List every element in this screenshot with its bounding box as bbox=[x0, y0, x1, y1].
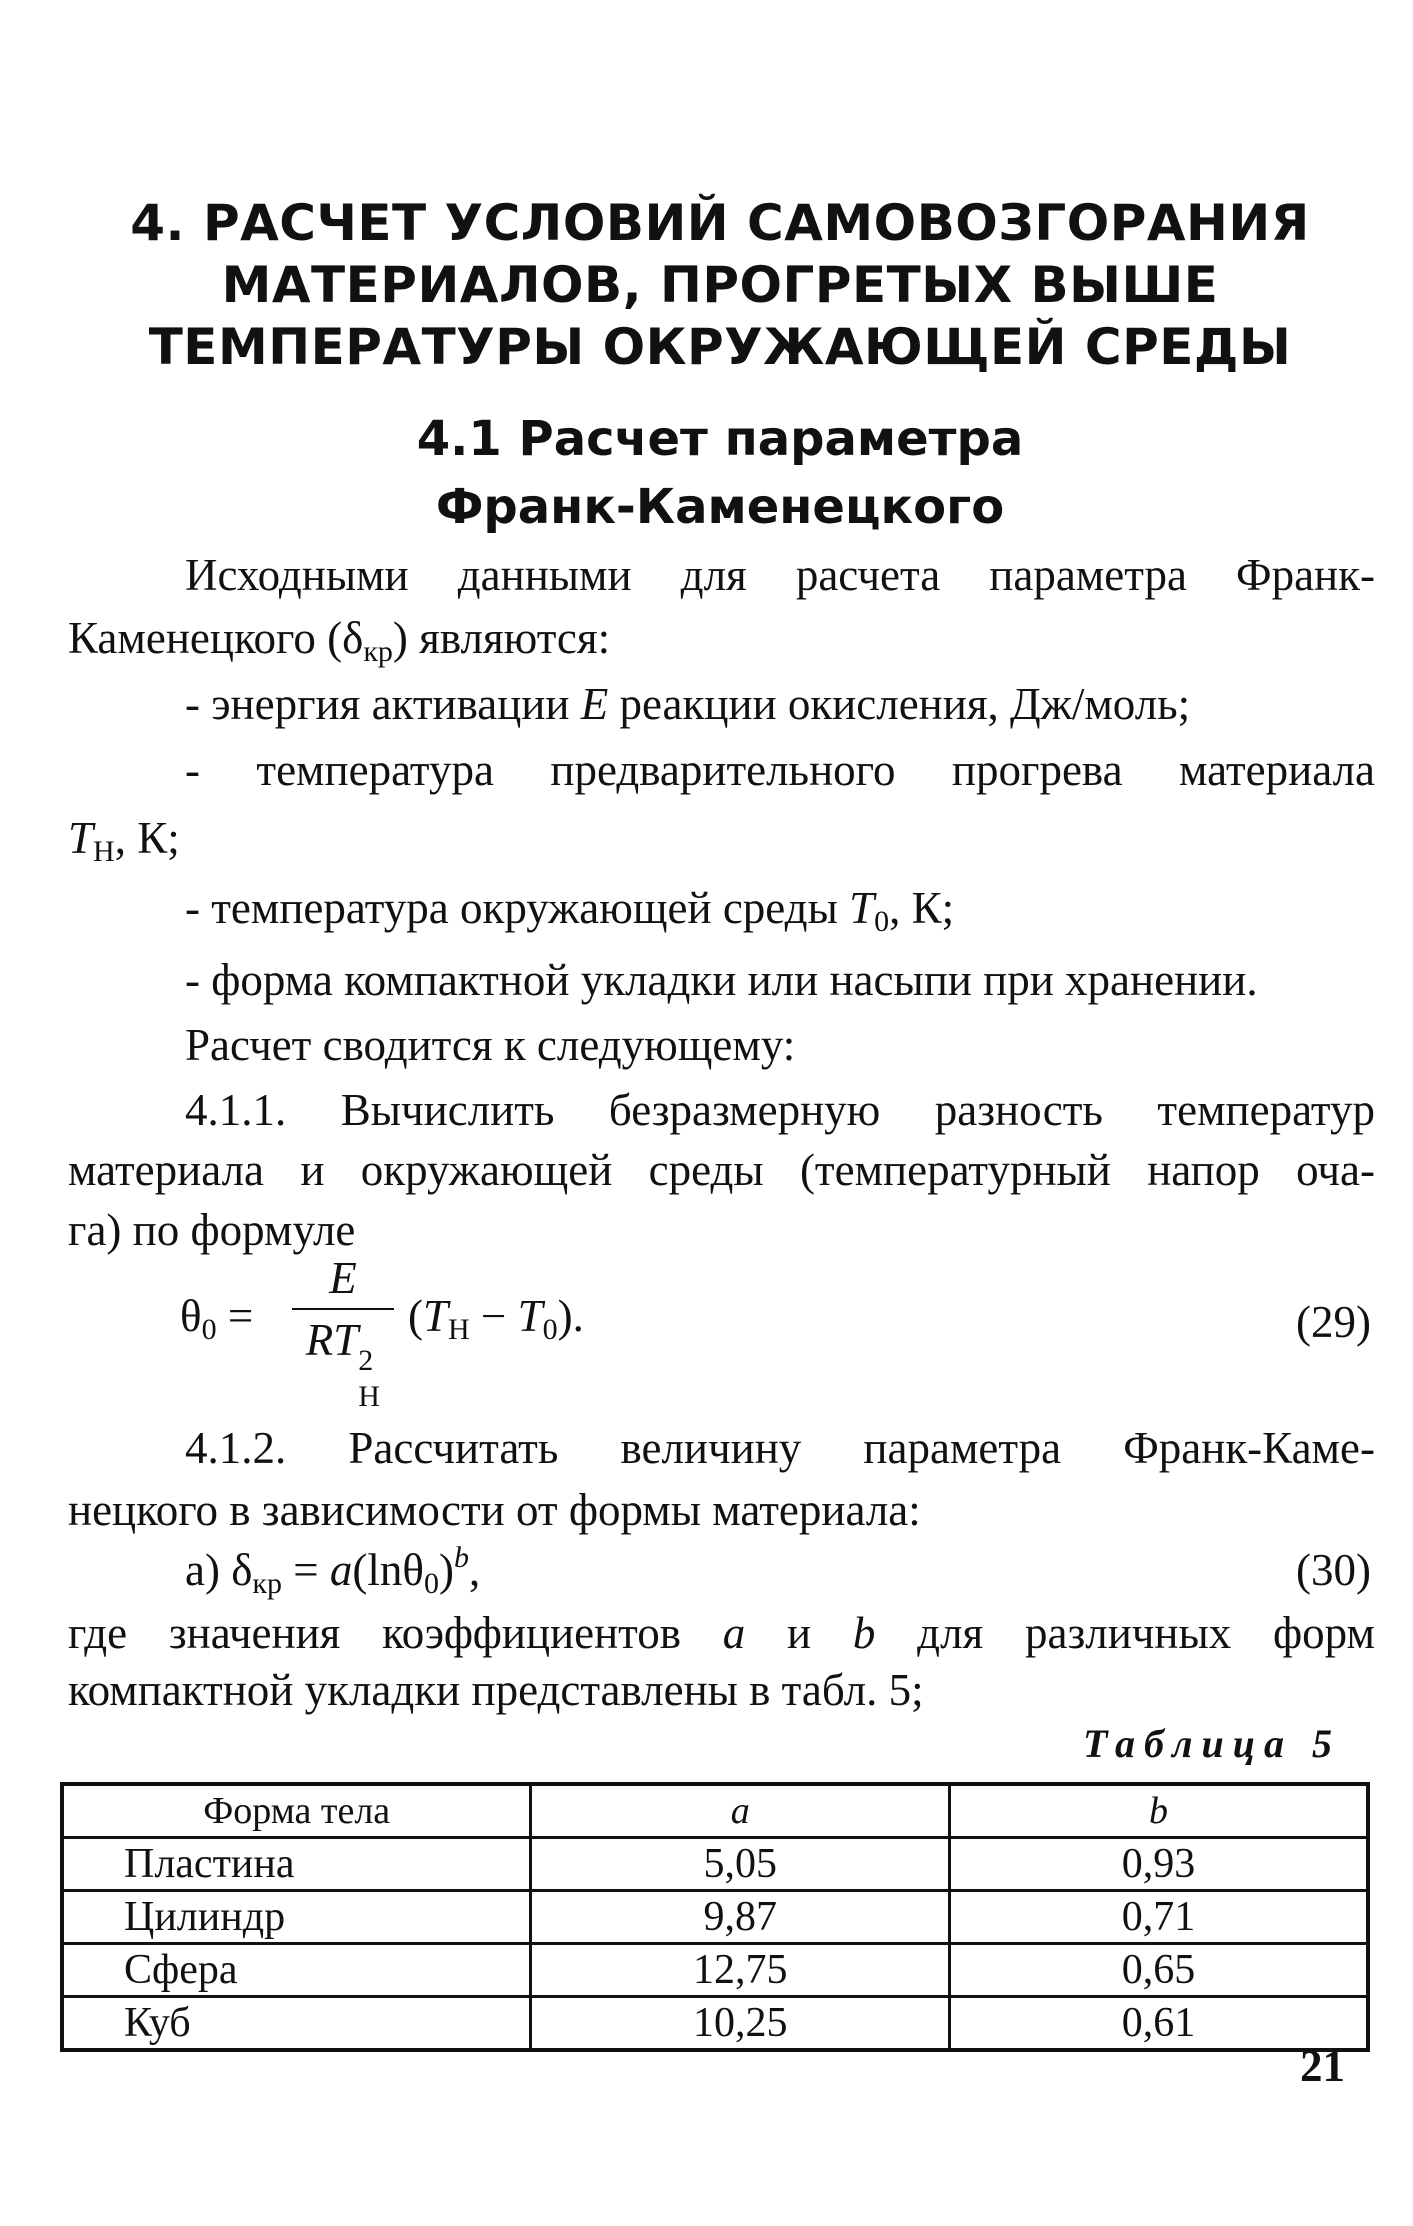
subscript-0: 0 bbox=[542, 1313, 558, 1346]
table-cell-b: 0,93 bbox=[950, 1838, 1368, 1891]
bullet-text: - температура окружающей среды bbox=[185, 883, 850, 933]
chapter-title-line: 4. РАСЧЕТ УСЛОВИЙ САМОВОЗГОРАНИЯ bbox=[130, 194, 1310, 252]
equation-number-30: (30) bbox=[1296, 1545, 1371, 1595]
variable-a: a bbox=[722, 1608, 746, 1658]
den-subscript: Н bbox=[358, 1380, 380, 1413]
table-header-a: a bbox=[531, 1784, 950, 1838]
intro-text: Каменецкого (δ bbox=[68, 613, 364, 663]
coefficients-table bbox=[60, 1782, 1370, 2052]
fraction-numerator: E bbox=[329, 1253, 357, 1303]
table-cell-b: 0,65 bbox=[950, 1944, 1368, 1997]
table-header-shape: Форма тела bbox=[62, 1784, 531, 1838]
table-cell-shape: Сфера bbox=[62, 1944, 531, 1997]
bullet-text: реакции окисления, Дж/моль; bbox=[608, 679, 1191, 729]
superscript-b: b bbox=[453, 1541, 469, 1574]
formula-text: а) δ bbox=[185, 1545, 253, 1595]
formula-text: (lnθ bbox=[352, 1545, 424, 1595]
intro-text: ) являются: bbox=[392, 613, 611, 663]
table-header-row bbox=[62, 1784, 1368, 1838]
where-line-2: компактной укладки представлены в табл. 5; bbox=[68, 1665, 924, 1715]
minus-sign: − bbox=[469, 1291, 518, 1341]
chapter-title-line: МАТЕРИАЛОВ, ПРОГРЕТЫХ ВЫШЕ bbox=[221, 256, 1219, 314]
intro-line-1: Исходными данными для расчета параметра Франк- bbox=[185, 550, 1375, 600]
paren: ( bbox=[408, 1291, 423, 1341]
table-cell-shape: Куб bbox=[62, 1997, 531, 2051]
where-text: где значения коэффициентов bbox=[68, 1608, 723, 1658]
paren: ). bbox=[557, 1291, 584, 1341]
bullet-preheat-temperature-cont bbox=[68, 808, 180, 868]
formula-29-fraction bbox=[288, 1250, 398, 1413]
formula-text: ) bbox=[438, 1545, 454, 1595]
table-cell-shape: Пластина bbox=[62, 1838, 531, 1891]
subscript-H: Н bbox=[448, 1313, 470, 1346]
formula-text: , bbox=[468, 1545, 481, 1595]
bullet-storage-shape: - форма компактной укладки или насыпи при хранении. bbox=[185, 955, 1258, 1005]
equation-number-29: (29) bbox=[1296, 1297, 1371, 1347]
where-line-1 bbox=[68, 1603, 1375, 1663]
table-cell-a: 9,87 bbox=[531, 1891, 950, 1944]
section-title-line: 4.1 Расчет параметра bbox=[416, 411, 1024, 467]
bullet-ambient-temperature bbox=[185, 878, 954, 938]
table-cell-a: 5,05 bbox=[531, 1838, 950, 1891]
table-row bbox=[62, 1944, 1368, 1997]
intro-subscript: кр bbox=[363, 635, 393, 668]
subscript-0: 0 bbox=[423, 1567, 439, 1600]
table-caption: Таблица 5 bbox=[1083, 1721, 1341, 1766]
section-title bbox=[100, 405, 1340, 541]
subscript-0: 0 bbox=[201, 1313, 217, 1346]
den-superscript: 2 bbox=[358, 1344, 374, 1377]
table-row bbox=[62, 1838, 1368, 1891]
subscript-0: 0 bbox=[874, 905, 890, 938]
calc-intro: Расчет сводится к следующему: bbox=[185, 1020, 796, 1070]
variable-E: E bbox=[580, 679, 609, 729]
table-cell-shape: Цилиндр bbox=[62, 1891, 531, 1944]
where-text: для различных форм bbox=[875, 1608, 1375, 1658]
subscript-kr: кр bbox=[252, 1567, 282, 1600]
variable-T: T bbox=[849, 883, 875, 933]
step2-line-2: нецкого в зависимости от формы материала: bbox=[68, 1485, 921, 1535]
equals-sign: = bbox=[282, 1545, 330, 1595]
step1-line-2: материала и окружающей среды (температурный напор оча- bbox=[68, 1145, 1375, 1195]
bullet-preheat-temperature: - температура предварительного прогрева материала bbox=[185, 745, 1375, 795]
where-text: и bbox=[745, 1608, 853, 1658]
intro-line-2 bbox=[68, 608, 610, 668]
subscript-H: Н bbox=[93, 835, 115, 868]
chapter-title-line: ТЕМПЕРАТУРЫ ОКРУЖАЮЩЕЙ СРЕДЫ bbox=[148, 318, 1292, 376]
bullet-text: , К; bbox=[114, 813, 180, 863]
den-text: RT bbox=[305, 1315, 359, 1365]
table-header-b: b bbox=[950, 1784, 1368, 1838]
variable-T: T bbox=[517, 1291, 543, 1341]
step1-line-1: 4.1.1. Вычислить безразмерную разность температур bbox=[185, 1085, 1375, 1135]
bullet-activation-energy bbox=[185, 674, 1190, 734]
variable-b: b bbox=[852, 1608, 876, 1658]
formula-29-lhs bbox=[180, 1290, 254, 1346]
equals-sign: = bbox=[216, 1291, 254, 1341]
table-row bbox=[62, 1997, 1368, 2051]
step2-line-1: 4.1.2. Рассчитать величину параметра Франк-Каме- bbox=[185, 1423, 1375, 1473]
bullet-text: - энергия активации bbox=[185, 679, 581, 729]
chapter-title bbox=[100, 192, 1340, 378]
page-number: 21 bbox=[1300, 2041, 1345, 2091]
table-cell-a: 12,75 bbox=[531, 1944, 950, 1997]
bullet-text: , К; bbox=[889, 883, 955, 933]
formula-29-rhs bbox=[408, 1290, 584, 1346]
fraction-bar bbox=[292, 1308, 394, 1310]
section-title-line: Франк-Каменецкого bbox=[435, 479, 1005, 535]
variable-T: T bbox=[68, 813, 94, 863]
fraction-denominator bbox=[288, 1312, 398, 1413]
step1-line-3: га) по формуле bbox=[68, 1205, 356, 1255]
table-cell-a: 10,25 bbox=[531, 1997, 950, 2051]
formula-29 bbox=[180, 1250, 640, 1413]
table-row bbox=[62, 1891, 1368, 1944]
table-cell-b: 0,61 bbox=[950, 1997, 1368, 2051]
theta-symbol: θ bbox=[180, 1291, 202, 1341]
formula-30 bbox=[185, 1540, 480, 1600]
table-cell-b: 0,71 bbox=[950, 1891, 1368, 1944]
variable-a: a bbox=[329, 1545, 353, 1595]
variable-T: T bbox=[423, 1291, 449, 1341]
